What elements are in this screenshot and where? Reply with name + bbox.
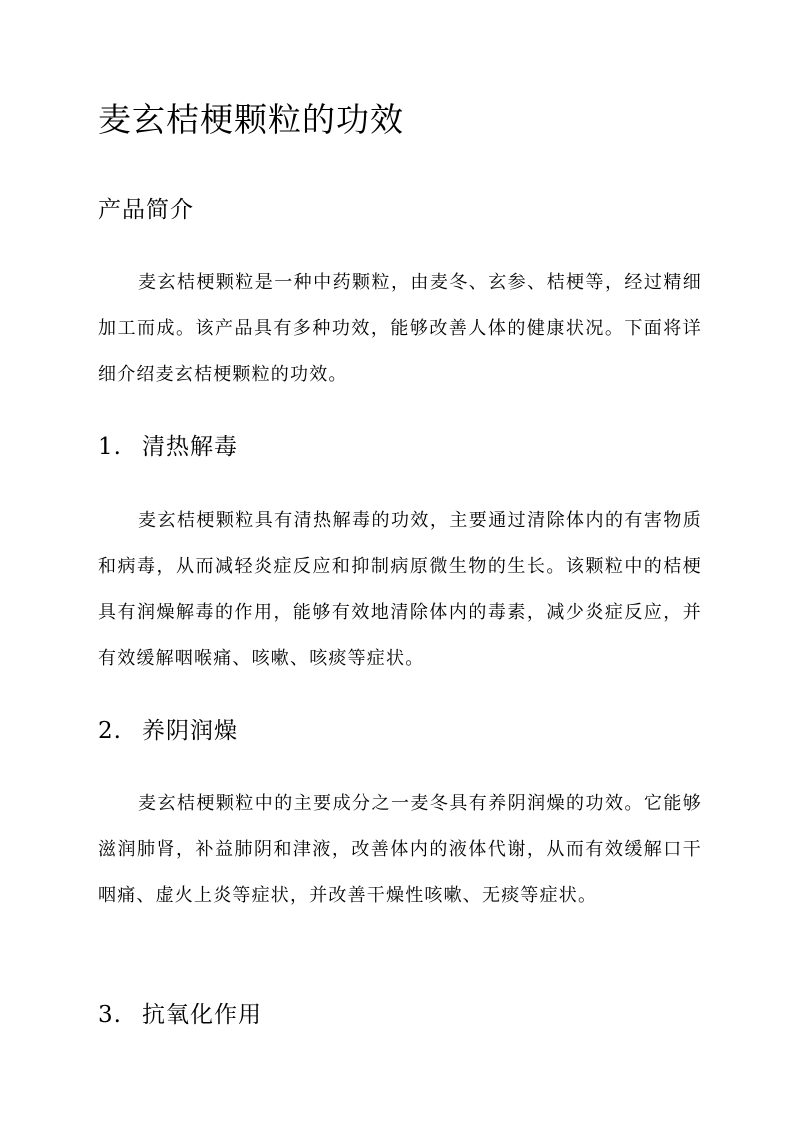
- section-heading-text: 产品简介: [98, 197, 194, 223]
- section-paragraph-intro: 麦玄桔梗颗粒是一种中药颗粒，由麦冬、玄参、桔梗等，经过精细加工而成。该产品具有多种功效，能够改善人体的健康状况。下面将详细介绍麦玄桔梗颗粒的功效。: [98, 272, 702, 385]
- section-heading-1: [98, 430, 238, 464]
- section-number: 1.: [98, 434, 122, 460]
- section-heading-3: [98, 998, 262, 1032]
- section-paragraph-2: 麦玄桔梗颗粒中的主要成分之一麦冬具有养阴润燥的功效。它能够滋润肺肾，补益肺阴和津液，改善体内的液体代谢，从而有效缓解口干咽痛、虚火上炎等症状，并改善干燥性咳嗽、无痰等症状。: [98, 793, 702, 906]
- section-heading-text: 养阴润燥: [142, 718, 238, 744]
- section-number: 3.: [98, 1002, 122, 1028]
- section-paragraph-1: 麦玄桔梗颗粒具有清热解毒的功效，主要通过清除体内的有害物质和病毒，从而减轻炎症反应和抑制病原微生物的生长。该颗粒中的桔梗具有润燥解毒的作用，能够有效地清除体内的毒素，减少炎症反应，并有效缓解咽喉痛、咳嗽、咳痰等症状。: [98, 510, 702, 669]
- section-heading-2: [98, 714, 238, 748]
- section-heading-text: 抗氧化作用: [142, 1002, 262, 1028]
- page-title: 麦玄桔梗颗粒的功效: [98, 100, 404, 139]
- section-heading-text: 清热解毒: [142, 434, 238, 460]
- section-heading-intro: [98, 193, 194, 227]
- section-number: 2.: [98, 718, 122, 744]
